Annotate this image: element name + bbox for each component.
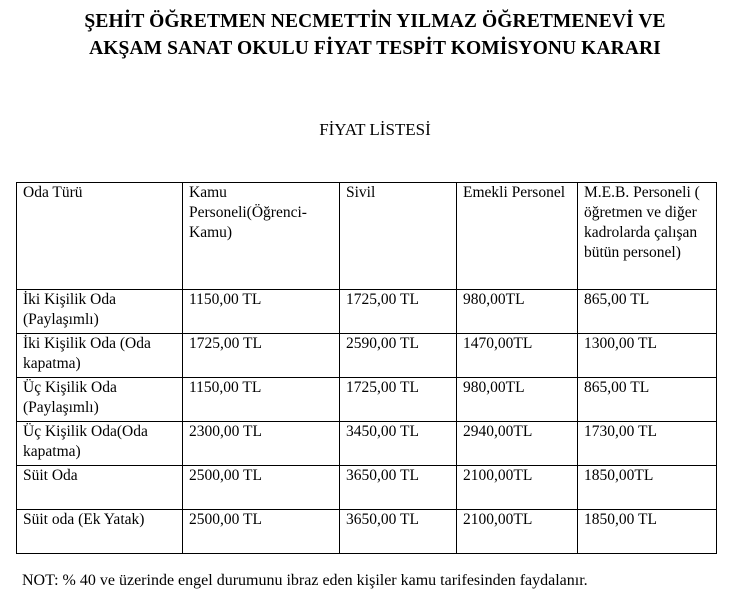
footnote: NOT: % 40 ve üzerinde engel durumunu ibraz eden kişiler kamu tarifesinden faydalanır. [22, 572, 588, 589]
meb-price-cell: 1850,00TL [578, 466, 717, 510]
meb-price-cell: 865,00 TL [578, 290, 717, 334]
room-type-cell: Üç Kişilik Oda(Oda kapatma) [17, 422, 183, 466]
public-price-cell: 1150,00 TL [183, 378, 340, 422]
header-public-staff: Kamu Personeli(Öğrenci-Kamu) [183, 183, 340, 290]
table-row [17, 334, 717, 378]
price-table [16, 182, 717, 554]
table-row [17, 422, 717, 466]
retired-price-cell: 2100,00TL [457, 466, 578, 510]
retired-price-cell: 2940,00TL [457, 422, 578, 466]
public-price-cell: 2500,00 TL [183, 466, 340, 510]
room-type-cell: Süit Oda [17, 466, 183, 510]
meb-price-cell: 1730,00 TL [578, 422, 717, 466]
header-room-type: Oda Türü [17, 183, 183, 290]
retired-price-cell: 1470,00TL [457, 334, 578, 378]
public-price-cell: 1725,00 TL [183, 334, 340, 378]
public-price-cell: 1150,00 TL [183, 290, 340, 334]
meb-price-cell: 1300,00 TL [578, 334, 717, 378]
header-civilian: Sivil [340, 183, 457, 290]
header-meb-staff: M.E.B. Personeli ( öğretmen ve diğer kadrolarda çalışan bütün personel) [578, 183, 717, 290]
title-line-2: AKŞAM SANAT OKULU FİYAT TESPİT KOMİSYONU KARARI [89, 38, 661, 59]
room-type-cell: Üç Kişilik Oda (Paylaşımlı) [17, 378, 183, 422]
table-header-row [17, 183, 717, 290]
title-line-1: ŞEHİT ÖĞRETMEN NECMETTİN YILMAZ ÖĞRETMENEVİ VE [84, 11, 666, 32]
table-row [17, 466, 717, 510]
retired-price-cell: 980,00TL [457, 378, 578, 422]
meb-price-cell: 865,00 TL [578, 378, 717, 422]
civilian-price-cell: 3650,00 TL [340, 466, 457, 510]
room-type-cell: Süit oda (Ek Yatak) [17, 510, 183, 554]
price-list-heading: FİYAT LİSTESİ [319, 120, 431, 139]
table-row [17, 378, 717, 422]
civilian-price-cell: 1725,00 TL [340, 290, 457, 334]
civilian-price-cell: 3650,00 TL [340, 510, 457, 554]
civilian-price-cell: 2590,00 TL [340, 334, 457, 378]
room-type-cell: İki Kişilik Oda (Paylaşımlı) [17, 290, 183, 334]
room-type-cell: İki Kişilik Oda (Oda kapatma) [17, 334, 183, 378]
public-price-cell: 2300,00 TL [183, 422, 340, 466]
retired-price-cell: 2100,00TL [457, 510, 578, 554]
civilian-price-cell: 1725,00 TL [340, 378, 457, 422]
retired-price-cell: 980,00TL [457, 290, 578, 334]
civilian-price-cell: 3450,00 TL [340, 422, 457, 466]
public-price-cell: 2500,00 TL [183, 510, 340, 554]
meb-price-cell: 1850,00 TL [578, 510, 717, 554]
table-row [17, 510, 717, 554]
header-retired-staff: Emekli Personel [457, 183, 578, 290]
document-title [0, 8, 750, 62]
table-row [17, 290, 717, 334]
